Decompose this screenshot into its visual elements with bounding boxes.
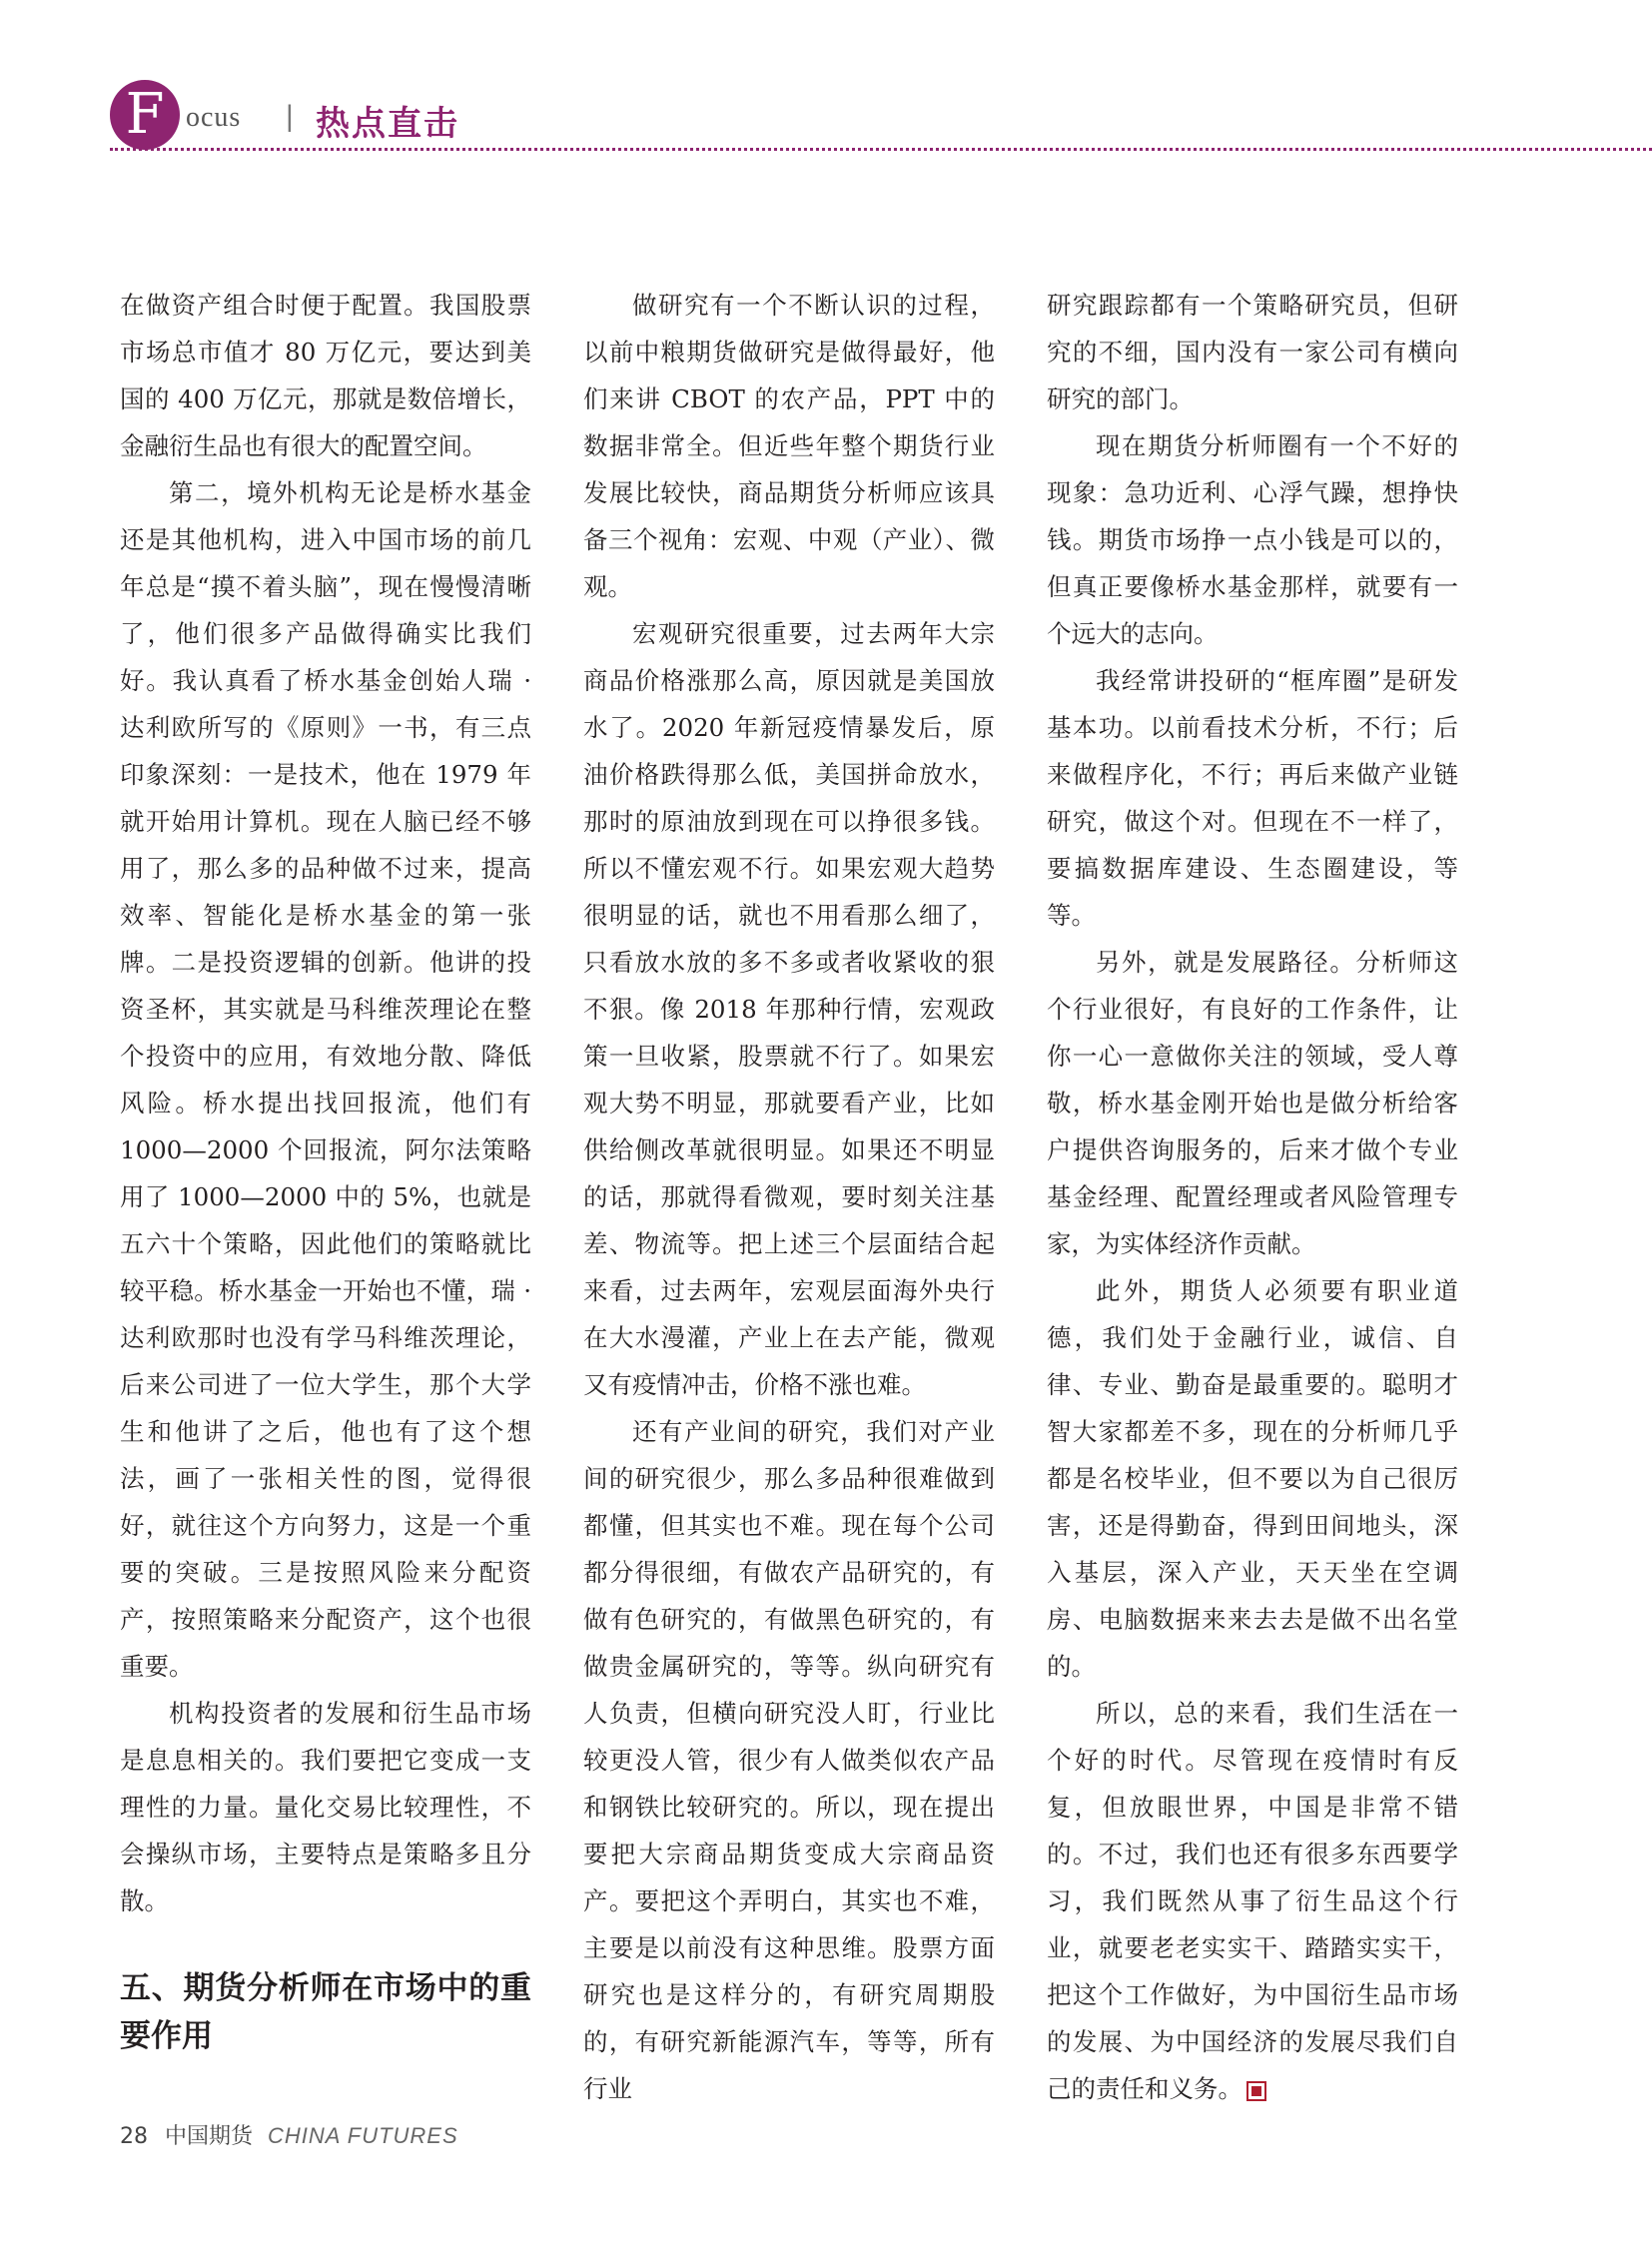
paragraph: 做研究有一个不断认识的过程，以前中粮期货做研究是做得最好，他们来讲 CBOT 的农产品，PPT 中的数据非常全。但近些年整个期货行业发展比较快，商品期货分析师应该具备三个视角：宏观、中观（产业）、微观。 bbox=[583, 291, 995, 601]
section-title: 热点直击 bbox=[316, 104, 459, 144]
magazine-name-en: CHINA FUTURES bbox=[268, 2123, 458, 2148]
paragraph: 研究跟踪都有一个策略研究员，但研究的不细，国内没有一家公司有横向研究的部门。 bbox=[1047, 291, 1458, 413]
paragraph: 在做资产组合时便于配置。我国股票市场总市值才 80 万亿元，要达到美国的 400 万亿元，那就是数倍增长，金融衍生品也有很大的配置空间。 bbox=[120, 291, 531, 460]
paragraph: 另外，就是发展路径。分析师这个行业很好，有良好的工作条件，让你一心一意做你关注的领域，受人尊敬，桥水基金刚开始也是做分析给客户提供咨询服务的，后来才做个专业基金经理、配置经理或者风险管理专家，为实体经济作贡献。 bbox=[1047, 948, 1458, 1258]
paragraph: 宏观研究很重要，过去两年大宗商品价格涨那么高，原因就是美国放水了。2020 年新冠疫情暴发后，原油价格跌得那么低，美国拼命放水，那时的原油放到现在可以挣很多钱。所以不懂宏观不行。如果宏观大趋势很明显的话，就也不用看那么细了，只看放水放的多不多或者收紧收的狠不狠。像 2018 年那种行情，宏观政策一旦收紧，股票就不行了。如果宏观大势不明显，那就要看产业，比如供给侧改革就很明显。如果还不明显的话，那就得看微观，要时刻关注基差、物流等。把上述三个层面结合起来看，过去两年，宏观层面海外央行在大水漫灌，产业上在去产能，微观又有疫情冲击，价格不涨也难。 bbox=[583, 619, 995, 1399]
paragraph: 机构投资者的发展和衍生品市场是息息相关的。我们要把它变成一支理性的力量。量化交易比较理性，不会操纵市场，主要特点是策略多且分散。 bbox=[120, 1699, 531, 1915]
header-dotted-rule bbox=[110, 148, 1652, 151]
paragraph: 第二，境外机构无论是桥水基金还是其他机构，进入中国市场的前几年总是“摸不着头脑”，现在慢慢清晰了，他们很多产品做得确实比我们好。我认真看了桥水基金创始人瑞 · 达利欧所写的《原则》一书，有三点印象深刻：一是技术，他在 1979 年就开始用计算机。现在人脑已经不够用了，那么多的品种做不过来，提高效率、智能化是桥水基金的第一张牌。二是投资逻辑的创新。他讲的投资圣杯，其实就是马科维茨理论在整个投资中的应用，有效地分散、降低风险。桥水提出找回报流，他们有 1000—2000 个回报流，阿尔法策略用了 1000—2000 中的 5%，也就是五六十个策略，因此他们的策略就比较平稳。桥水基金一开始也不懂，瑞 · 达利欧那时也没有学马科维茨理论，后来公司进了一位大学生，那个大学生和他讲了之后，他也有了这个想法，画了一张相关性的图，觉得很好，就往这个方向努力，这是一个重要的突破。三是按照风险来分配资产，按照策略来分配资产，这个也很重要。 bbox=[120, 478, 531, 1681]
paragraph: 我经常讲投研的“框库圈”是研发基本功。以前看技术分析，不行；后来做程序化，不行；再后来做产业链研究，做这个对。但现在不一样了，要搞数据库建设、生态圈建设，等等。 bbox=[1047, 666, 1458, 930]
article-column-3 bbox=[1047, 282, 1458, 2112]
paragraph: 所以，总的来看，我们生活在一个好的时代。尽管现在疫情时有反复，但放眼世界，中国是非常不错的。不过，我们也还有很多东西要学习，我们既然从事了衍生品这个行业，就要老老实实干、踏踏实实干，把这个工作做好，为中国衍生品市场的发展、为中国经济的发展尽我们自己的责任和义务。 bbox=[1047, 1699, 1458, 2103]
article-column-2 bbox=[583, 282, 995, 2112]
focus-logo-letter: F bbox=[110, 80, 180, 150]
page-number: 28 bbox=[120, 2124, 148, 2149]
paragraph: 现在期货分析师圈有一个不好的现象：急功近利、心浮气躁，想挣快钱。期货市场挣一点小钱是可以的，但真正要像桥水基金那样，就要有一个远大的志向。 bbox=[1047, 431, 1458, 648]
paragraph: 还有产业间的研究，我们对产业间的研究很少，那么多品种很难做到都懂，但其实也不难。现在每个公司都分得很细，有做农产品研究的，有做有色研究的，有做黑色研究的，有做贵金属研究的，等等。纵向研究有人负责，但横向研究没人盯，行业比较更没人管，很少有人做类似农产品和钢铁比较研究的。所以，现在提出要把大宗商品期货变成大宗商品资产。要把这个弄明白，其实也不难，主要是以前没有这种思维。股票方面研究也是这样分的，有研究周期股的，有研究新能源汽车，等等，所有行业 bbox=[583, 1417, 995, 2103]
header-separator: | bbox=[286, 100, 294, 133]
focus-logo-text: ocus bbox=[186, 102, 242, 133]
page-footer bbox=[120, 2119, 458, 2150]
paragraph: 此外，期货人必须要有职业道德，我们处于金融行业，诚信、自律、专业、勤奋是最重要的。聪明才智大家都差不多，现在的分析师几乎都是名校毕业，但不要以为自己很厉害，还是得勤奋，得到田间地头，深入基层，深入产业，天天坐在空调房、电脑数据来来去去是做不出名堂的。 bbox=[1047, 1276, 1458, 1681]
magazine-name-cn: 中国期货 bbox=[165, 2124, 254, 2149]
section-heading: 五、期货分析师在市场中的重要作用 bbox=[120, 1970, 531, 2054]
article-column-1 bbox=[120, 282, 531, 2086]
end-of-article-icon bbox=[1246, 2081, 1266, 2101]
page-header bbox=[110, 80, 1652, 160]
